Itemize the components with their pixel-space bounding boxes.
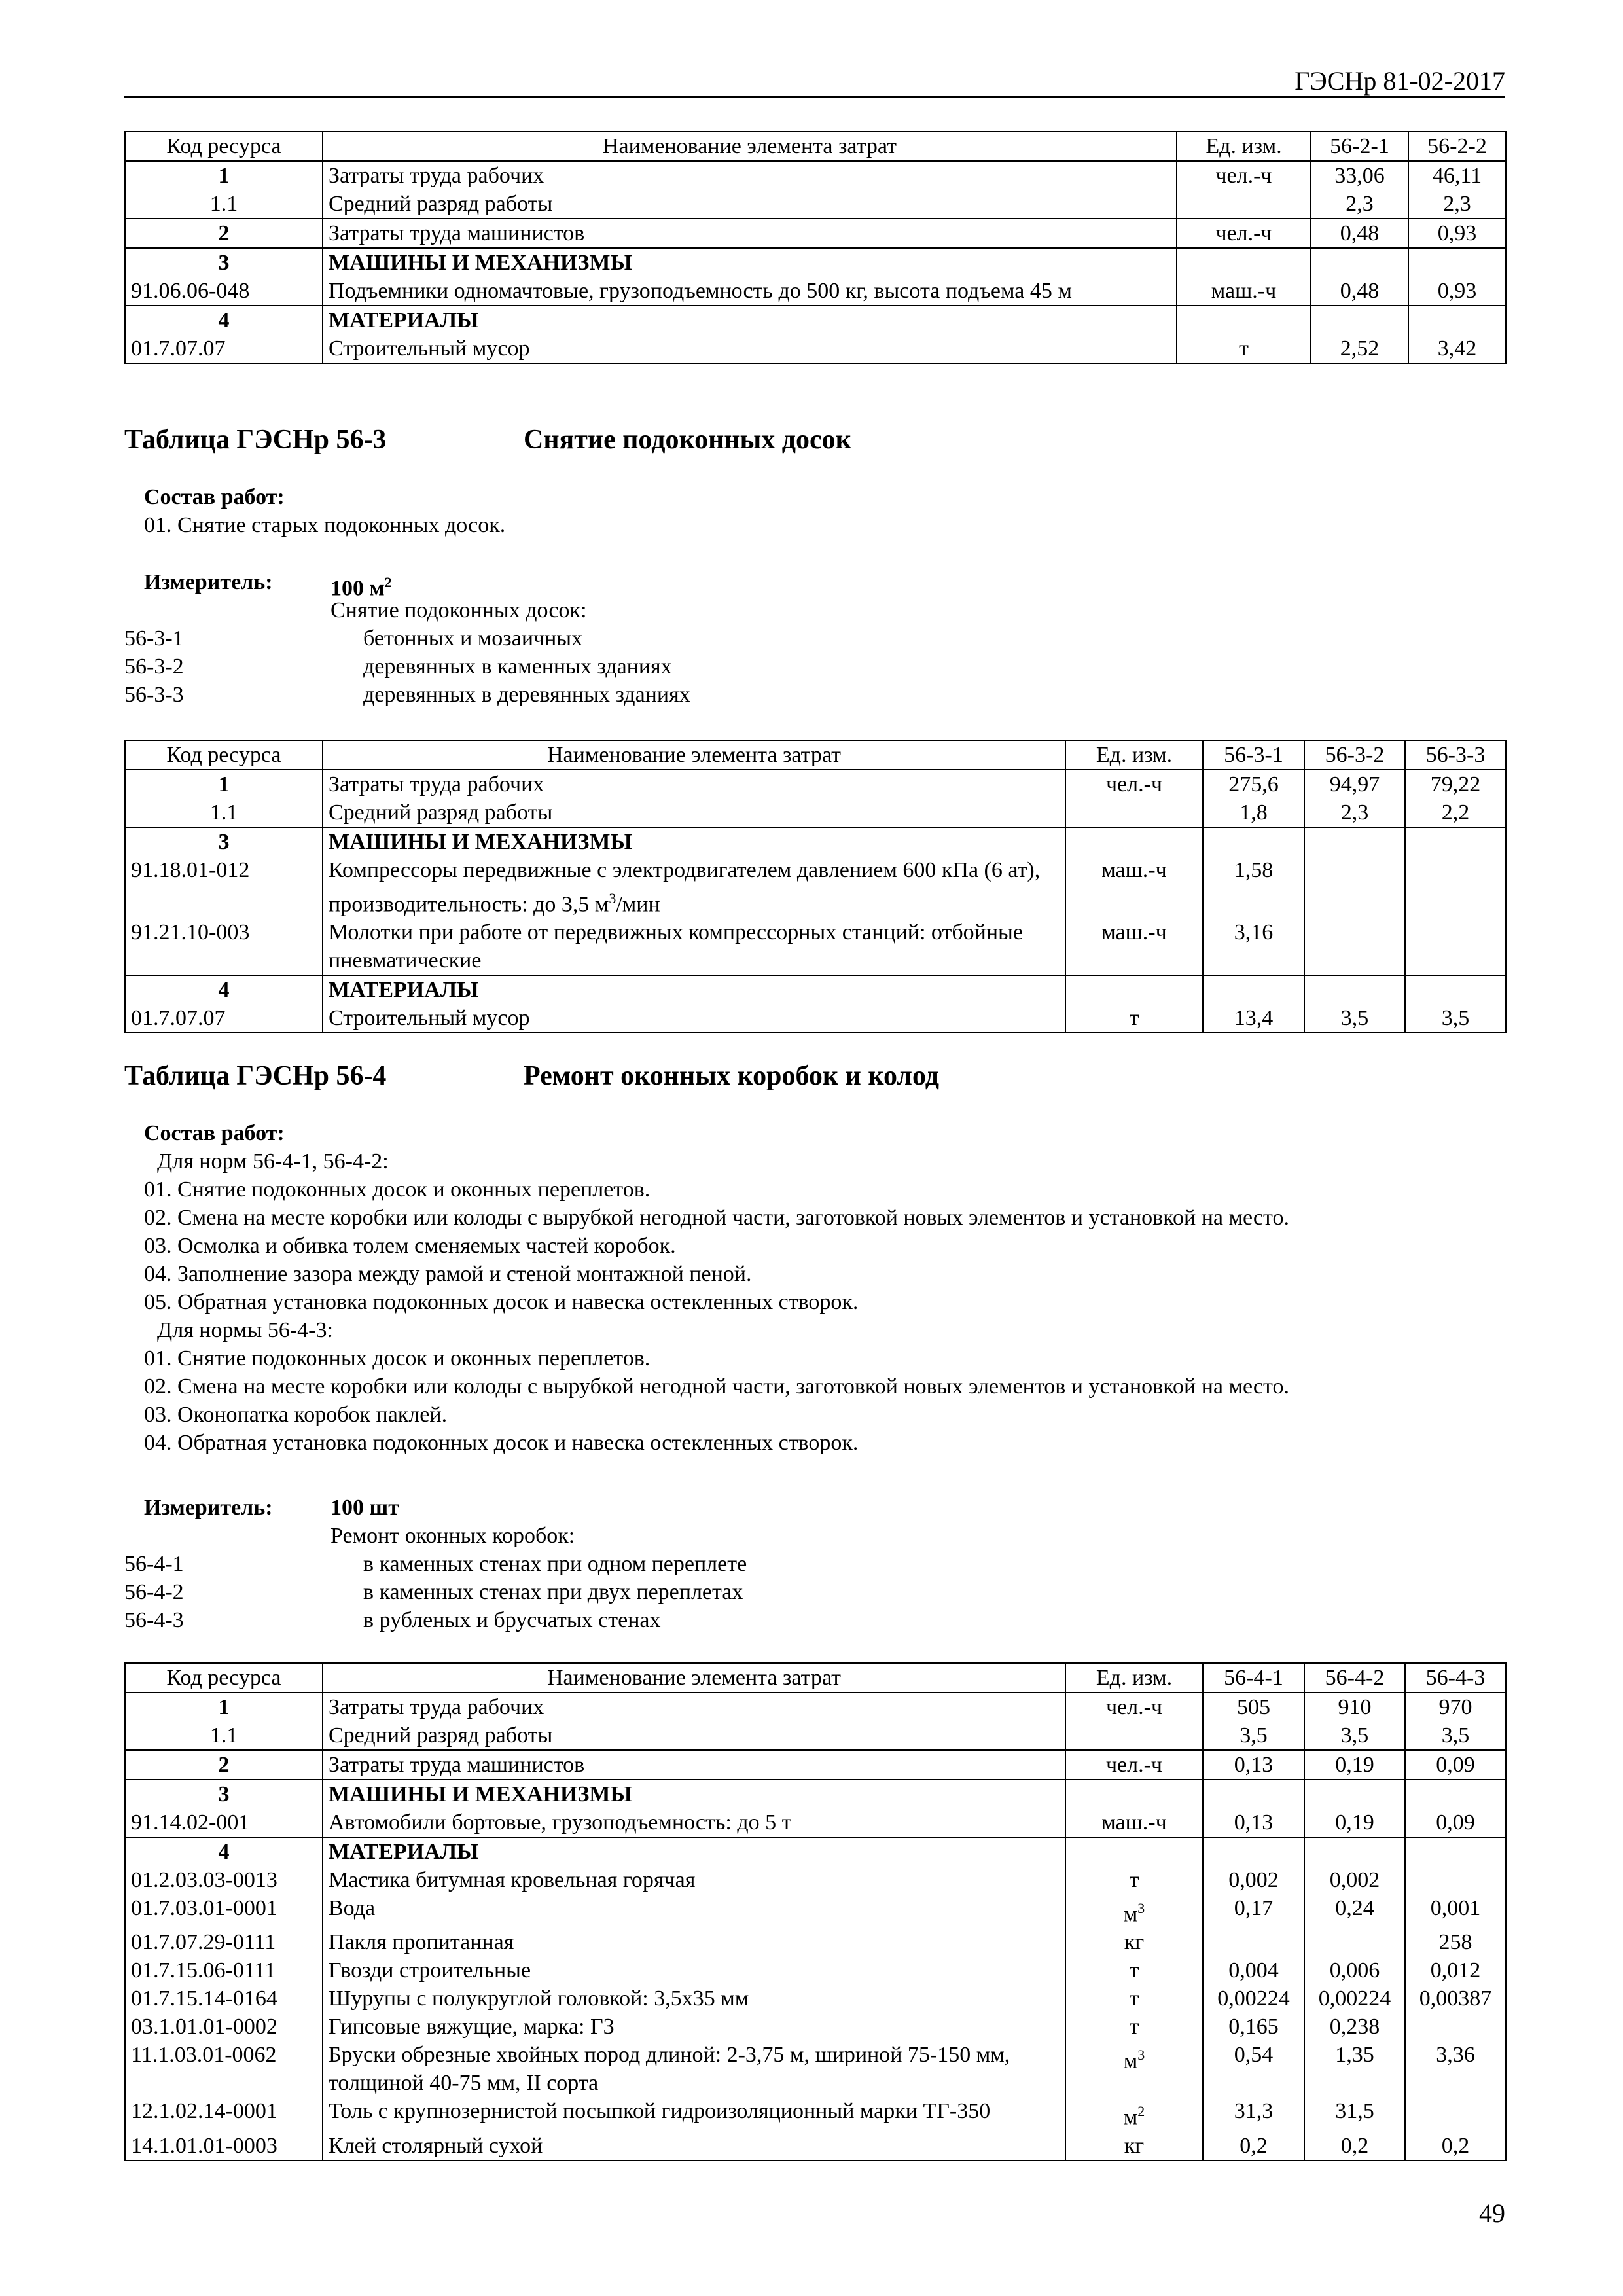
table-row (125, 219, 1506, 248)
col-unit-header: Ед. изм. (1065, 740, 1203, 770)
resource-value: 0,24 (1304, 1894, 1405, 1928)
section-row (125, 248, 1506, 277)
resource-name: Гвозди строительные (323, 1956, 1065, 1984)
resource-value: 1,35 (1304, 2041, 1405, 2097)
resource-value: 0,13 (1203, 1808, 1304, 1837)
resource-code: 01.2.03.03-0013 (125, 1866, 323, 1894)
resource-unit: маш.-ч (1065, 918, 1203, 975)
resource-value: 1,8 (1203, 798, 1304, 827)
table-row (125, 1808, 1506, 1837)
resource-code: 12.1.02.14-0001 (125, 2097, 323, 2131)
resource-value: 79,22 (1405, 770, 1506, 798)
resource-value: 2,3 (1304, 798, 1405, 827)
section-row (125, 306, 1506, 334)
resource-value: 0,2 (1304, 2132, 1405, 2161)
resource-value: 3,42 (1408, 334, 1506, 363)
resource-code: 1.1 (125, 1721, 323, 1750)
resource-value: 0,93 (1408, 219, 1506, 248)
resource-value: 13,4 (1203, 1004, 1304, 1033)
table-row (125, 277, 1506, 306)
resource-unit: т (1065, 2013, 1203, 2041)
page-number: 49 (1479, 2198, 1505, 2228)
section-code: 4 (125, 1837, 323, 1866)
norm-item (124, 653, 1106, 681)
norm-name: в каменных стенах при двух переплетах (363, 1580, 743, 1604)
resource-name: Шурупы с полукруглой головкой: 3,5х35 мм (323, 1984, 1065, 2013)
col-unit-header: Ед. изм. (1065, 1663, 1203, 1693)
col-code-header: Код ресурса (125, 1663, 323, 1693)
norm-group-title: Снятие подоконных досок: (330, 598, 587, 622)
resource-value: 31,5 (1304, 2097, 1405, 2131)
norm-code: 56-3-3 (124, 683, 184, 707)
resource-value: 970 (1405, 1693, 1506, 1721)
norm-item (124, 1606, 1106, 1634)
resource-unit: $м^3$ (1065, 2041, 1203, 2097)
resource-unit: кг (1065, 1928, 1203, 1956)
col-norm-header: 56-4-1 (1203, 1663, 1304, 1693)
resource-code: 91.18.01-012 (125, 856, 323, 918)
measure-block (124, 1494, 1106, 1634)
resource-unit: чел.-ч (1065, 1750, 1203, 1780)
resource-unit: чел.-ч (1065, 770, 1203, 798)
norm-code: 56-3-1 (124, 626, 184, 651)
table-row (125, 1894, 1506, 1928)
resource-value: 0,48 (1311, 219, 1408, 248)
table-title-code: Таблица ГЭСНр 56-3 (124, 425, 387, 455)
section-title: МАТЕРИАЛЫ (323, 306, 1177, 334)
resource-name: Подъемники одномачтовые, грузоподъемность до 500 кг, высота подъема 45 м (323, 277, 1177, 306)
resource-value (1405, 1866, 1506, 1894)
col-unit-header: Ед. изм. (1177, 132, 1311, 161)
resource-code: 14.1.01.01-0003 (125, 2132, 323, 2161)
section-title: МАШИНЫ И МЕХАНИЗМЫ (323, 248, 1177, 277)
resource-code: 2 (125, 1750, 323, 1780)
resource-value: 0,2 (1405, 2132, 1506, 2161)
resource-code: 91.14.02-001 (125, 1808, 323, 1837)
resource-code: 01.7.07.07 (125, 334, 323, 363)
table-row (125, 1866, 1506, 1894)
resource-value: 505 (1203, 1693, 1304, 1721)
resource-unit (1177, 190, 1311, 219)
resource-value: 2,3 (1408, 190, 1506, 219)
col-norm-header: 56-2-2 (1408, 132, 1506, 161)
col-code-header: Код ресурса (125, 132, 323, 161)
resource-code: 91.06.06-048 (125, 277, 323, 306)
col-norm-header: 56-3-3 (1405, 740, 1506, 770)
work-line: 05. Обратная установка подоконных досок и навеска остекленных створок. (144, 1290, 859, 1314)
resource-name: Гипсовые вяжущие, марка: Г3 (323, 2013, 1065, 2041)
resource-value: 0,2 (1203, 2132, 1304, 2161)
section-code: 3 (125, 1780, 323, 1808)
resource-name: Компрессоры передвижные с электродвигателем давлением 600 кПа (6 ат), производительность: до 3,5 $м^3$/мин (323, 856, 1065, 918)
table-row (125, 1750, 1506, 1780)
resource-table-56-4 (124, 1662, 1507, 2161)
resource-code: 01.7.15.06-0111 (125, 1956, 323, 1984)
resource-code: 01.7.07.07 (125, 1004, 323, 1033)
resource-value: 33,06 (1311, 161, 1408, 190)
table-title-name: Ремонт оконных коробок и колод (524, 1061, 940, 1091)
norm-code: 56-4-3 (124, 1608, 184, 1632)
table-row (125, 2041, 1506, 2097)
resource-name: Строительный мусор (323, 1004, 1065, 1033)
section-row (125, 1780, 1506, 1808)
work-line: 02. Смена на месте коробки или колоды с вырубкой негодной части, заготовкой новых элементов и установкой на место. (144, 1374, 1289, 1399)
work-line: 01. Снятие подоконных досок и оконных переплетов. (144, 1177, 651, 1202)
norm-code: 56-4-2 (124, 1580, 184, 1604)
resource-unit: чел.-ч (1065, 1693, 1203, 1721)
table-title-name: Снятие подоконных досок (524, 425, 851, 455)
resource-value (1304, 856, 1405, 918)
col-norm-header: 56-4-3 (1405, 1663, 1506, 1693)
resource-value: 0,006 (1304, 1956, 1405, 1984)
resource-name: Толь с крупнозернистой посыпкой гидроизоляционный марки ТГ-350 (323, 2097, 1065, 2131)
col-norm-header: 56-3-1 (1203, 740, 1304, 770)
resource-name: Пакля пропитанная (323, 1928, 1065, 1956)
table-row (125, 190, 1506, 219)
resource-unit: маш.-ч (1065, 856, 1203, 918)
resource-name: Затраты труда рабочих (323, 161, 1177, 190)
measure-unit: 100 шт (330, 1496, 399, 1520)
resource-code: 1 (125, 161, 323, 190)
resource-value: 1,58 (1203, 856, 1304, 918)
resource-unit: т (1065, 1956, 1203, 1984)
section-code: 3 (125, 827, 323, 856)
resource-unit: т (1065, 1004, 1203, 1033)
table-title-code: Таблица ГЭСНр 56-4 (124, 1061, 387, 1091)
resource-value: 0,93 (1408, 277, 1506, 306)
resource-value: 0,001 (1405, 1894, 1506, 1928)
table-header-row (125, 1663, 1506, 1693)
norm-item (124, 624, 1106, 653)
resource-value: 0,004 (1203, 1956, 1304, 1984)
work-composition (124, 483, 1505, 539)
resource-value (1405, 2013, 1506, 2041)
resource-value: 2,52 (1311, 334, 1408, 363)
resource-value: 0,012 (1405, 1956, 1506, 1984)
work-line: 03. Оконопатка коробок паклей. (144, 1403, 448, 1427)
table-row (125, 2013, 1506, 2041)
table-row (125, 2132, 1506, 2161)
resource-unit: т (1065, 1866, 1203, 1894)
section-row (125, 1837, 1506, 1866)
work-line: 03. Осмолка и обивка толем сменяемых частей коробок. (144, 1234, 676, 1258)
norm-name: в рубленых и брусчатых стенах (363, 1608, 661, 1632)
resource-code: 1 (125, 770, 323, 798)
resource-value: 0,17 (1203, 1894, 1304, 1928)
resource-name: Затраты труда машинистов (323, 219, 1177, 248)
resource-table-56-3 (124, 740, 1507, 1033)
work-composition-label: Состав работ: (144, 1121, 285, 1145)
norm-code: 56-4-1 (124, 1552, 184, 1576)
resource-value (1203, 1928, 1304, 1956)
resource-value: 31,3 (1203, 2097, 1304, 2131)
resource-name: Затраты труда рабочих (323, 1693, 1065, 1721)
resource-value: 3,5 (1304, 1721, 1405, 1750)
norm-name: деревянных в каменных зданиях (363, 655, 672, 679)
resource-value (1405, 2097, 1506, 2131)
table-row (125, 918, 1506, 975)
measure-unit: 100 $м^2$ (330, 574, 392, 601)
resource-value: 3,5 (1203, 1721, 1304, 1750)
section-title: МАШИНЫ И МЕХАНИЗМЫ (323, 1780, 1065, 1808)
work-line: 04. Заполнение зазора между рамой и стеной монтажной пеной. (144, 1262, 752, 1286)
norm-item (124, 1550, 1106, 1578)
section-row (125, 975, 1506, 1004)
norm-name: в каменных стенах при одном переплете (363, 1552, 747, 1576)
work-item: 01. Снятие старых подоконных досок. (144, 513, 506, 537)
resource-value: 0,238 (1304, 2013, 1405, 2041)
col-name-header: Наименование элемента затрат (323, 1663, 1065, 1693)
resource-name: Вода (323, 1894, 1065, 1928)
resource-value: 0,13 (1203, 1750, 1304, 1780)
resource-name: Мастика битумная кровельная горячая (323, 1866, 1065, 1894)
section-title: МАТЕРИАЛЫ (323, 1837, 1065, 1866)
measure-label: Измеритель: (144, 570, 273, 594)
work-composition (124, 1119, 1505, 1457)
resource-value (1405, 856, 1506, 918)
measure-block (124, 568, 1106, 709)
norm-item (124, 1578, 1106, 1606)
table-row (125, 1984, 1506, 2013)
table-row (125, 1956, 1506, 1984)
resource-unit: т (1177, 334, 1311, 363)
resource-value: 0,54 (1203, 2041, 1304, 2097)
col-code-header: Код ресурса (125, 740, 323, 770)
resource-unit: чел.-ч (1177, 161, 1311, 190)
work-line: 01. Снятие подоконных досок и оконных переплетов. (144, 1346, 651, 1371)
resource-value: 94,97 (1304, 770, 1405, 798)
document-code: ГЭСНр 81-02-2017 (1294, 66, 1505, 96)
table-header-row (125, 740, 1506, 770)
resource-value: 258 (1405, 1928, 1506, 1956)
resource-name: Бруски обрезные хвойных пород длиной: 2-3,75 м, шириной 75-150 мм, толщиной 40-75 мм, II сорта (323, 2041, 1065, 2097)
section-row (125, 827, 1506, 856)
resource-value: 275,6 (1203, 770, 1304, 798)
resource-code: 01.7.15.14-0164 (125, 1984, 323, 2013)
table-row (125, 2097, 1506, 2131)
resource-value: 0,00224 (1203, 1984, 1304, 2013)
resource-value: 3,36 (1405, 2041, 1506, 2097)
resource-value: 0,00387 (1405, 1984, 1506, 2013)
norm-name: деревянных в деревянных зданиях (363, 683, 690, 707)
resource-value: 910 (1304, 1693, 1405, 1721)
header-rule (124, 96, 1505, 98)
table-row (125, 161, 1506, 190)
resource-value (1304, 918, 1405, 975)
col-norm-header: 56-2-1 (1311, 132, 1408, 161)
resource-code: 91.21.10-003 (125, 918, 323, 975)
work-line: Для норм 56-4-1, 56-4-2: (157, 1149, 389, 1174)
section-code: 3 (125, 248, 323, 277)
resource-code: 1.1 (125, 190, 323, 219)
resource-value: 0,00224 (1304, 1984, 1405, 2013)
resource-code: 03.1.01.01-0002 (125, 2013, 323, 2041)
resource-code: 2 (125, 219, 323, 248)
resource-value: 2,3 (1311, 190, 1408, 219)
resource-value: 2,2 (1405, 798, 1506, 827)
table-row (125, 334, 1506, 363)
table-row (125, 1693, 1506, 1721)
resource-unit (1065, 1721, 1203, 1750)
table-row (125, 1004, 1506, 1033)
section-code: 4 (125, 306, 323, 334)
table-row (125, 856, 1506, 918)
norm-group-title: Ремонт оконных коробок: (330, 1524, 575, 1548)
col-norm-header: 56-3-2 (1304, 740, 1405, 770)
col-name-header: Наименование элемента затрат (323, 132, 1177, 161)
resource-name: Средний разряд работы (323, 190, 1177, 219)
table-row (125, 1928, 1506, 1956)
resource-name: Средний разряд работы (323, 798, 1065, 827)
resource-unit: кг (1065, 2132, 1203, 2161)
resource-value: 3,5 (1304, 1004, 1405, 1033)
measure-label: Измеритель: (144, 1496, 273, 1520)
work-composition-label: Состав работ: (144, 485, 285, 509)
resource-unit (1065, 798, 1203, 827)
resource-value: 0,165 (1203, 2013, 1304, 2041)
resource-value: 46,11 (1408, 161, 1506, 190)
resource-name: Автомобили бортовые, грузоподъемность: до 5 т (323, 1808, 1065, 1837)
section-title: МАТЕРИАЛЫ (323, 975, 1065, 1004)
work-line: Для нормы 56-4-3: (157, 1318, 333, 1342)
resource-value: 3,5 (1405, 1004, 1506, 1033)
table-row (125, 770, 1506, 798)
resource-unit: чел.-ч (1177, 219, 1311, 248)
work-line: 02. Смена на месте коробки или колоды с вырубкой негодной части, заготовкой новых элементов и установкой на место. (144, 1206, 1289, 1230)
resource-unit: маш.-ч (1177, 277, 1311, 306)
resource-name: Молотки при работе от передвижных компрессорных станций: отбойные пневматические (323, 918, 1065, 975)
resource-code: 1 (125, 1693, 323, 1721)
resource-value: 0,09 (1405, 1750, 1506, 1780)
col-name-header: Наименование элемента затрат (323, 740, 1065, 770)
resource-name: Затраты труда рабочих (323, 770, 1065, 798)
section-code: 4 (125, 975, 323, 1004)
resource-value: 0,19 (1304, 1750, 1405, 1780)
resource-unit: т (1065, 1984, 1203, 2013)
resource-table-56-2 (124, 131, 1507, 364)
resource-value: 3,5 (1405, 1721, 1506, 1750)
work-line: 04. Обратная установка подоконных досок и навеска остекленных створок. (144, 1431, 859, 1455)
table-row (125, 798, 1506, 827)
resource-value (1304, 1928, 1405, 1956)
col-norm-header: 56-4-2 (1304, 1663, 1405, 1693)
resource-unit: $м^3$ (1065, 1894, 1203, 1928)
resource-value: 3,16 (1203, 918, 1304, 975)
resource-value: 0,002 (1304, 1866, 1405, 1894)
table-row (125, 1721, 1506, 1750)
resource-code: 1.1 (125, 798, 323, 827)
resource-value: 0,002 (1203, 1866, 1304, 1894)
resource-value: 0,19 (1304, 1808, 1405, 1837)
resource-name: Средний разряд работы (323, 1721, 1065, 1750)
resource-code: 01.7.07.29-0111 (125, 1928, 323, 1956)
resource-unit: маш.-ч (1065, 1808, 1203, 1837)
resource-unit: $м^2$ (1065, 2097, 1203, 2131)
resource-code: 01.7.03.01-0001 (125, 1894, 323, 1928)
table-header-row (125, 132, 1506, 161)
resource-value: 0,09 (1405, 1808, 1506, 1837)
resource-value: 0,48 (1311, 277, 1408, 306)
norm-code: 56-3-2 (124, 655, 184, 679)
resource-value (1405, 918, 1506, 975)
resource-code: 11.1.03.01-0062 (125, 2041, 323, 2097)
resource-name: Затраты труда машинистов (323, 1750, 1065, 1780)
norm-name: бетонных и мозаичных (363, 626, 583, 651)
resource-name: Клей столярный сухой (323, 2132, 1065, 2161)
section-title: МАШИНЫ И МЕХАНИЗМЫ (323, 827, 1065, 856)
resource-name: Строительный мусор (323, 334, 1177, 363)
norm-item (124, 681, 1106, 709)
